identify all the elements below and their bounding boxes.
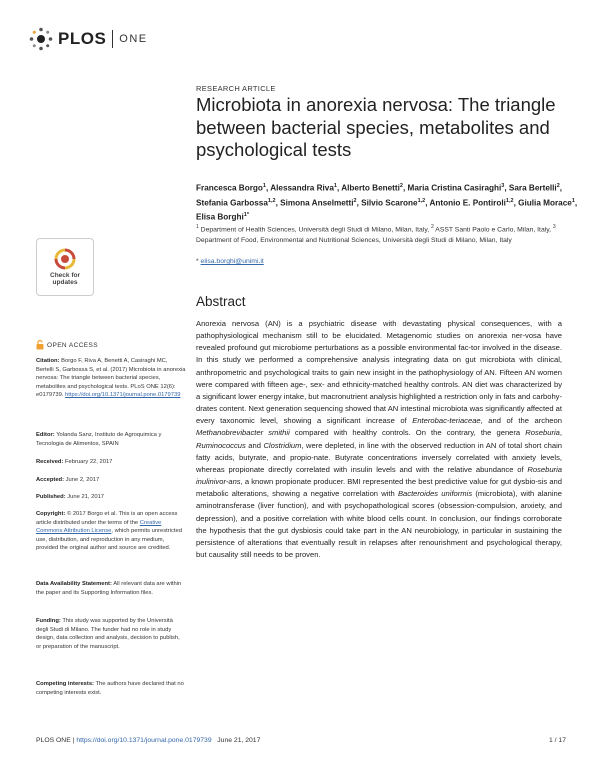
author-affiliation-marker: 1 (571, 197, 575, 204)
copyright-label: Copyright: (36, 511, 66, 517)
author-affiliation-marker: 1 (262, 183, 266, 189)
abstract-taxon: Ruminococcus (196, 440, 246, 450)
affiliation-marker: 1 (196, 224, 199, 230)
author-name[interactable]: Silvio Scarone (361, 198, 418, 208)
open-access-text: OPEN ACCESS (47, 341, 98, 349)
author-name[interactable]: Francesca Borgo (196, 183, 263, 193)
author-affiliation-marker: 1,2 (505, 197, 514, 204)
published-date: June 21, 2017 (67, 494, 105, 500)
abstract-taxon: Methanobrevibacter smithii (196, 428, 290, 438)
author-affiliation-marker: 3 (501, 183, 505, 189)
badge-line-1: Check for (50, 271, 80, 279)
abstract-text: , and of the archeon (480, 416, 562, 426)
page-footer (36, 737, 566, 744)
editor-label: Editor: (36, 432, 55, 438)
badge-line-2: updates (52, 279, 78, 286)
published-block (36, 493, 186, 502)
email-star: * (196, 258, 199, 265)
abstract-heading: Abstract (196, 294, 246, 309)
citation-doi-link[interactable]: https://doi.org/10.1371/journal.pone.0179739 (65, 392, 181, 399)
accepted-label: Accepted: (36, 477, 65, 483)
author-affiliation-marker: 1 (333, 183, 337, 189)
author-affiliation-marker: 2 (399, 183, 403, 189)
author-name[interactable]: Giulia Morace (518, 198, 572, 208)
editor-text: Yolanda Sanz, Instituto de Agroquimica y Tecnologia de Alimentos, SPAIN (36, 432, 162, 447)
competing-label: Competing interests: (36, 681, 94, 687)
author-affiliation-marker: 2 (353, 197, 357, 204)
plos-logo-icon (28, 26, 54, 52)
accepted-block (36, 476, 186, 485)
received-block (36, 458, 186, 467)
abstract-text: Anorexia nervosa (AN) is a psychiatric disease with devastating physical consequences, with a pathophysiological mechanism still to be elucidated. Metagenomic studies on anorexia ner-vosa have revealed profound gut microbiome perturbations as a possible environmental fac-tor involved in the disease. In this study we performed a comprehensive analysis integrating data on gut microbiota with clinical, anthropometric and psychological traits to gain new insight in the pathophysiology of AN. Fifteen AN women were compared with fifteen age-, sex- and ethnicity-matched healthy controls. AN diet was characterized by a significant lower energy intake, but macronutrient analysis highlighted a restriction only in fats and carbohy-drates content. Next generation sequencing showed that AN intestinal microbiota was significantly affected at every taxonomic level, showing a significant increase of (196, 319, 562, 426)
received-date: February 22, 2017 (65, 459, 113, 465)
corresponding-email (196, 258, 264, 265)
author-affiliation-marker: 1,2 (417, 197, 426, 204)
abstract-text: , were depleted, in line with the observed reduction in AN of total short chain fatty acids, butyrate, and propio-nate. Butyrate concentrations inversely correlated with anxiety levels, whereas propionate directly correlated with insulin levels and with the relative abundance of (196, 440, 563, 474)
affiliation-marker: 2 (431, 224, 434, 230)
article-title: Microbiota in anorexia nervosa: The triangle between bacterial species, metabolites and psychological tests (196, 94, 556, 160)
abstract-text: , (559, 428, 563, 438)
author-affiliation-marker: 2 (556, 183, 560, 189)
author-list: Francesca Borgo$^1$, Alessandra Riva$^1$, Alberto Benetti$^2$, Maria Cristina Casiraghi$^3$, Sara Bertelli$^2$, Stefania Garbossa$^{1,2}$, Simona Anselmetti$^2$, Silvio Scarone$^{1,2}$, Antonio E. Pontiroli$^{1,2}$, Giulia Morace$^1$, Elisa Borghi$^{1*}$ (196, 183, 578, 223)
affiliation-text: Department of Health Sciences, Università degli Studi di Milano, Milan, Italy, (198, 226, 431, 234)
abstract-text: and (245, 440, 264, 450)
cc-license-link[interactable]: Creative Commons Attribution License (36, 519, 162, 535)
citation-text: Borgo F, Riva A, Benetti A, Casiraghi MC, Bertelli S, Garbossa S, et al. (2017) Microbiota in anorexia nervosa: The triangle between bacterial species, metabolites and psychological tests. PLoS ONE 12(6): e0179739. (36, 358, 186, 399)
published-label: Published: (36, 494, 66, 500)
accepted-date: June 2, 2017 (65, 477, 100, 483)
abstract-text: compared with healthy controls. On the contrary, the genera (289, 428, 526, 438)
check-for-updates-badge[interactable] (36, 238, 94, 296)
email-link[interactable]: elisa.borghi@unimi.it (200, 258, 264, 265)
author-affiliation-marker: 1* (243, 212, 249, 219)
data-availability-label: Data Availability Statement: (36, 581, 112, 587)
open-access-label (36, 340, 98, 350)
funding-block (36, 617, 186, 651)
abstract-text: , a known propionate producer. BMI represented the best predictive value for gut dysbio-sis and metabolic alterations, showing a negative correlation with (196, 477, 562, 499)
author-name[interactable]: Sara Bertelli (508, 183, 557, 193)
abstract-taxon: Roseburia (525, 428, 560, 438)
affiliations (196, 222, 586, 246)
abstract-taxon: Roseburia inulinivor-ans (196, 464, 562, 487)
check-updates-icon (54, 248, 76, 270)
abstract-taxon: Clostridium (263, 440, 302, 450)
footer-date: June 21, 2017 (217, 737, 261, 744)
copyright-text-post: , which permits unrestricted use, distribution, and reproduction in any medium, provided the original author and source are credited. (36, 528, 182, 552)
affiliation-text: Department of Food, Environmental and Nutritional Sciences, Università degli Studi di Milano, Milan, Italy (196, 236, 512, 244)
data-availability-text: All relevant data are within the paper and its Supporting Information files. (36, 581, 182, 596)
abstract-body (196, 318, 562, 561)
logo-separator (112, 30, 113, 48)
citation-label: Citation: (36, 358, 60, 364)
author-name[interactable]: Simona Anselmetti (280, 198, 354, 208)
data-availability-block (36, 580, 186, 597)
author-name[interactable]: Alessandra Riva (270, 183, 334, 193)
abstract-taxon: Enterobac-teriaceae (412, 416, 481, 426)
received-label: Received: (36, 459, 64, 465)
open-lock-icon (36, 340, 44, 350)
footer-separator: | (72, 737, 75, 744)
logo-plos-text: PLOS (58, 29, 107, 48)
copyright-text-pre: © 2017 Borgo et al. This is an open access article distributed under the terms of the (36, 511, 178, 526)
funding-label: Funding: (36, 618, 61, 624)
affiliation-marker: 3 (552, 224, 556, 230)
abstract-taxon: Bacteroides uniformis (397, 489, 473, 499)
copyright-block (36, 510, 186, 553)
author-name[interactable]: Elisa Borghi (196, 213, 244, 223)
author-affiliation-marker: 1,2 (267, 197, 276, 204)
author-name[interactable]: Stefania Garbossa (196, 198, 268, 208)
author-name[interactable]: Maria Cristina Casiraghi (407, 183, 502, 193)
plos-one-logo[interactable] (28, 26, 148, 52)
funding-text: This study was supported by the Università degli Studi di Milano. The funder had no role in study design, data collection and analysis, decision to publish, or preparation of the manuscript. (36, 618, 180, 650)
page-number: 1 / 17 (548, 737, 566, 744)
affiliation-text: ASST Santi Paolo e Carlo, Milan, Italy, (433, 226, 553, 234)
abstract-text: (microbiota), with alanine aminotransferase (liver function), and with psychopathological scores (obsession-compulsion, anxiety, and depression), and a positive correlation with white blood cells count. In conclusion, our findings corroborate the hypothesis that the gut dysbiosis could take part in the AN neurobiology, in particular in sustaining the persistence of alterations that eventually result in relapses after renourishment and psychological therapy, but causality still needs to be proven. (196, 489, 562, 559)
author-name[interactable]: Antonio E. Pontiroli (429, 198, 506, 208)
article-type: RESEARCH ARTICLE (196, 84, 276, 93)
author-name[interactable]: Alberto Benetti (341, 183, 400, 193)
editor-block (36, 431, 186, 448)
footer-doi-link[interactable]: https://doi.org/10.1371/journal.pone.0179739 (76, 737, 212, 744)
competing-text: The authors have declared that no competing interests exist. (36, 681, 184, 696)
footer-journal: PLOS ONE (36, 737, 71, 744)
logo-journal-text: ONE (119, 33, 148, 45)
citation-block (36, 357, 186, 400)
competing-interests-block (36, 680, 186, 697)
